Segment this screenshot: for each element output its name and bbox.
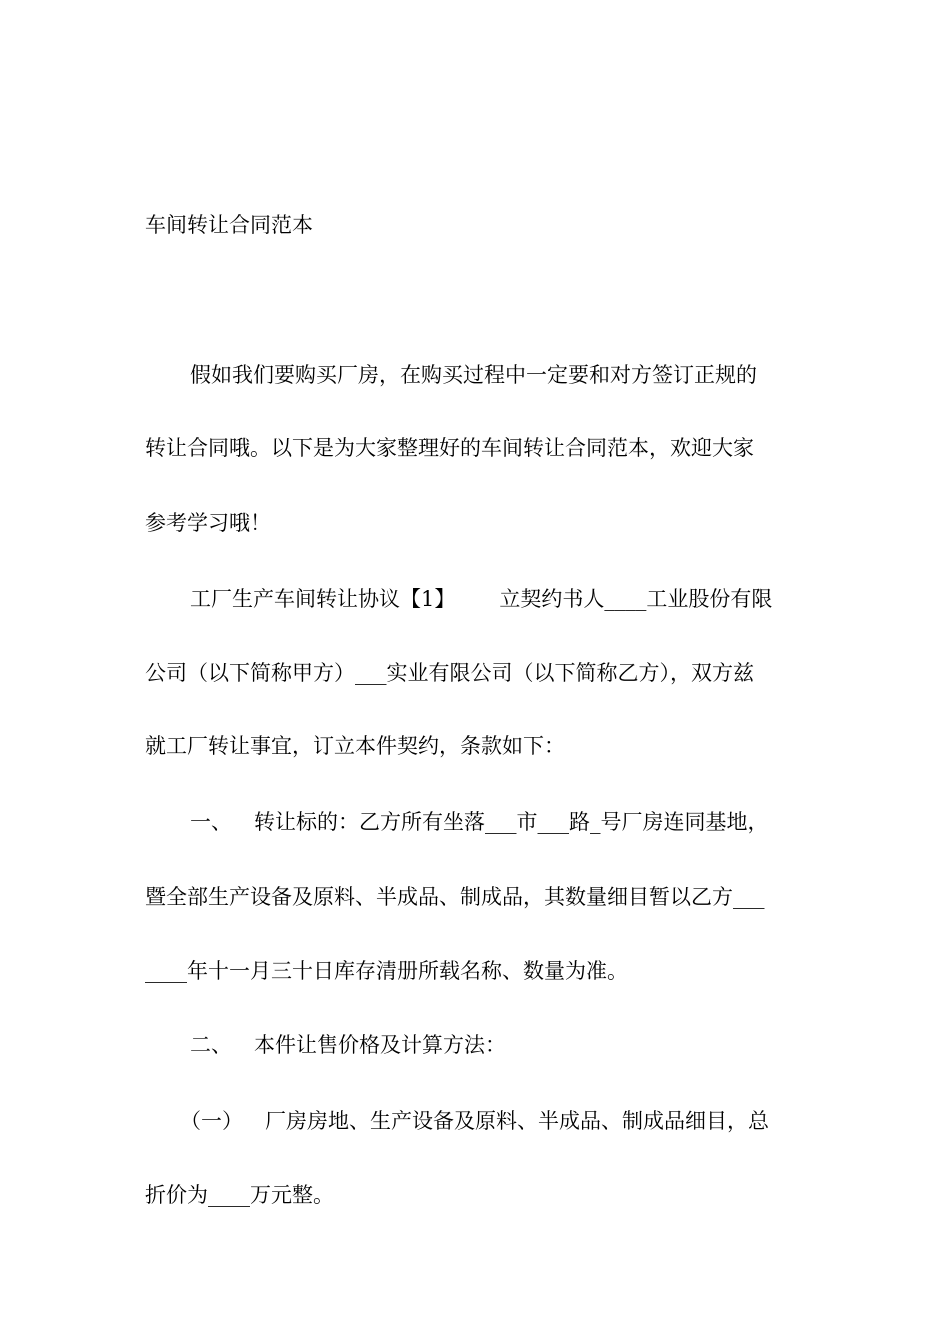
subsection-1-text: 厂房房地、生产设备及原料、半成品、制成品细目，总 xyxy=(265,1109,769,1133)
section-1-line-3: ____年十一月三十日库存清册所载名称、数量为准。 xyxy=(145,959,628,983)
agreement-line-3: 就工厂转让事宜，订立本件契约，条款如下： xyxy=(145,734,565,758)
agreement-line-2: 公司（以下简称甲方）___实业有限公司（以下简称乙方），双方兹 xyxy=(145,661,754,685)
agreement-line-1 xyxy=(190,584,772,614)
intro-line-1: 假如我们要购买厂房，在购买过程中一定要和对方签订正规的 xyxy=(190,363,757,387)
agreement-line-1-rest: 立契约书人____工业股份有限 xyxy=(499,587,773,611)
section-2-number: 二、 xyxy=(190,1033,232,1057)
document-title: 车间转让合同范本 xyxy=(145,213,313,237)
subsection-1-number: （一） xyxy=(180,1109,243,1133)
intro-line-3: 参考学习哦！ xyxy=(145,511,271,535)
subsection-1-line-2: 折价为____万元整。 xyxy=(145,1183,334,1207)
section-1-text: 转让标的：乙方所有坐落___市___路_号厂房连同基地， xyxy=(254,810,769,834)
section-2-line-1 xyxy=(190,1030,506,1060)
subsection-1-line-1 xyxy=(180,1106,769,1136)
section-1-number: 一、 xyxy=(190,810,232,834)
intro-line-2: 转让合同哦。以下是为大家整理好的车间转让合同范本，欢迎大家 xyxy=(145,436,754,460)
agreement-heading: 工厂生产车间转让协议【1】 xyxy=(190,587,456,611)
section-2-text: 本件让售价格及计算方法： xyxy=(254,1033,506,1057)
section-1-line-2: 暨全部生产设备及原料、半成品、制成品，其数量细目暂以乙方___ xyxy=(145,885,765,909)
section-1-line-1 xyxy=(190,807,769,837)
